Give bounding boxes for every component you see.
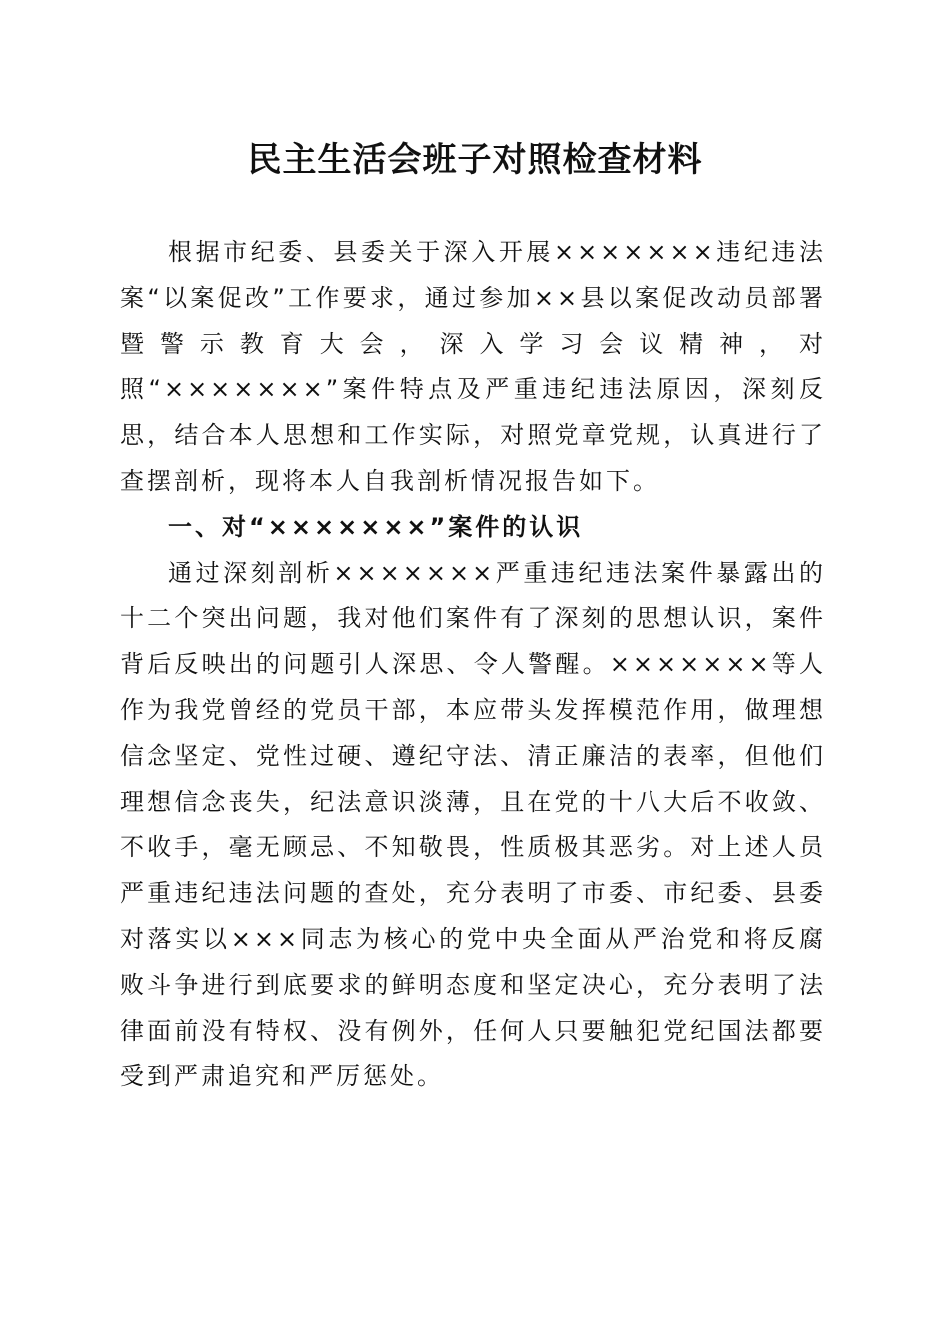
document-title: 民主生活会班子对照检查材料 xyxy=(247,140,703,180)
section-heading: 一、对“×××××××”案件的认识 xyxy=(168,512,584,541)
document-body xyxy=(120,230,826,1100)
section-paragraph: 通过深刻剖析×××××××严重违纪违法案件暴露出的十二个突出问题，我对他们案件有了深刻的思想认识，案件背后反映出的问题引人深思、令人警醒。×××××××等人作为我党曾经的党员干部，本应带头发挥模范作用，做理想信念坚定、党性过硬、遵纪守法、清正廉洁的表率，但他们理想信念丧失，纪法意识淡薄，且在党的十八大后不收敛、不收手，毫无顾忌、不知敬畏，性质极其恶劣。对上述人员严重违纪违法问题的查处，充分表明了市委、市纪委、县委对落实以×××同志为核心的党中央全面从严治党和将反腐败斗争进行到底要求的鲜明态度和坚定决心，充分表明了法律面前没有特权、没有例外，任何人只要触犯党纪国法都要受到严肃追究和严厉惩处。 xyxy=(120,558,826,1091)
intro-paragraph: 根据市纪委、县委关于深入开展×××××××违纪违法案“以案促改”工作要求，通过参加××县以案促改动员部署暨警示教育大会，深入学习会议精神，对照“×××××××”案件特点及严重违纪违法原因，深刻反思，结合本人思想和工作实际，对照党章党规，认真进行了查摆剖析，现将本人自我剖析情况报告如下。 xyxy=(120,238,826,495)
